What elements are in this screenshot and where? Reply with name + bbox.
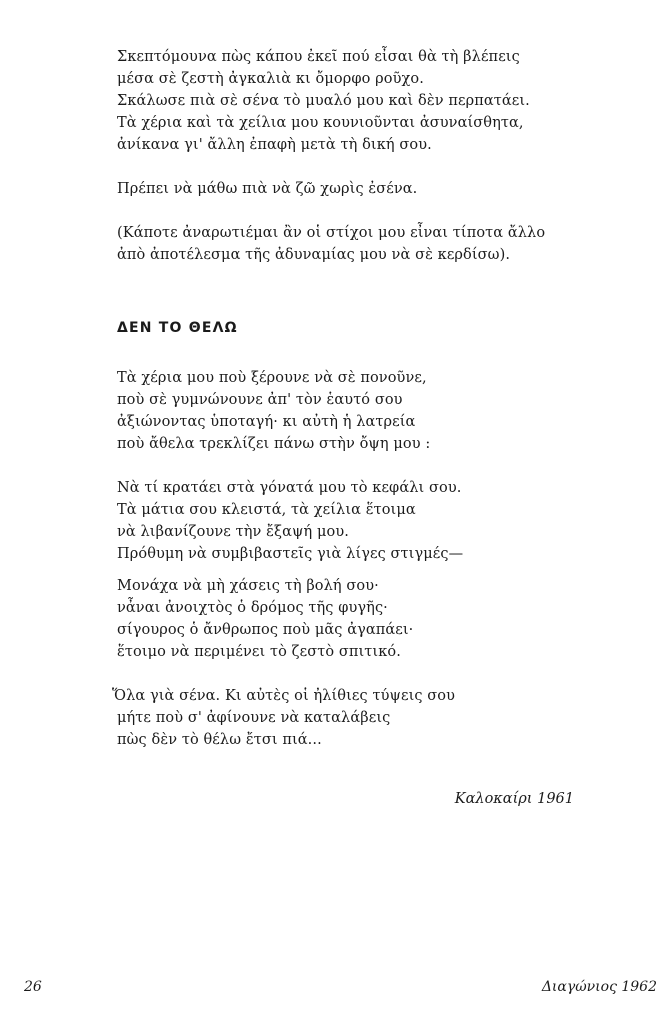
poem-line: Πρόθυμη νὰ συμβιβαστεῖς γιὰ λίγες στιγμές— [117,546,464,562]
poem-line: (Κάποτε ἀναρωτιέμαι ἂν οἱ στίχοι μου εἶναι τίποτα ἄλλο [117,225,546,241]
stanza [117,367,617,455]
poem-line: νὰ λιβανίζουνε τὴν ἔξαψή μου. [117,524,349,540]
poem-line: Πρέπει νὰ μάθω πιὰ νὰ ζῶ χωρὶς ἐσένα. [117,181,418,197]
poem-title: ΔΕΝ ΤΟ ΘΕΛΩ [117,320,238,336]
poem-line: μέσα σὲ ζεστὴ ἀγκαλιὰ κι ὄμορφο ροῦχο. [117,71,424,87]
poem-line: Σκάλωσε πιὰ σὲ σένα τὸ μυαλό μου καὶ δὲν περπατάει. [117,93,530,109]
poem-line: Τὰ χέρια μου ποὺ ξέρουνε νὰ σὲ πονοῦνε, [117,370,427,386]
stanza [117,575,617,663]
poem-line: ἀπὸ ἀποτέλεσμα τῆς ἀδυναμίας μου νὰ σὲ κερδίσω). [117,247,511,263]
poem-date-signature: Καλοκαίρι 1961 [454,791,574,807]
poem-line: νἆναι ἀνοιχτὸς ὁ δρόμος τῆς φυγῆς· [117,600,388,616]
stanza [112,685,612,751]
page-number: 26 [24,979,42,995]
stanza [117,222,617,266]
stanza [117,477,617,565]
poem-line: πὼς δὲν τὸ θέλω ἔτσι πιά... [117,732,322,748]
poem-line: Σκεπτόμουνα πὼς κάπου ἐκεῖ πού εἶσαι θὰ τὴ βλέπεις [117,49,520,65]
poem-line: Ὅλα γιὰ σένα. Κι αὐτὲς οἱ ἠλίθιες τύψεις σου [112,688,456,704]
poem-line: Τὰ χέρια καὶ τὰ χείλια μου κουνιοῦνται ἀσυναίσθητα, [117,115,524,131]
poem-line: ποὺ ἄθελα τρεκλίζει πάνω στὴν ὄψη μου : [117,436,431,452]
poem-line: Τὰ μάτια σου κλειστά, τὰ χείλια ἕτοιμα [117,502,416,518]
poem-line: ἀνίκανα γι' ἄλλη ἐπαφὴ μετὰ τὴ δική σου. [117,137,432,153]
poem-line: ἀξιώνοντας ὑποταγή· κι αὐτὴ ἡ λατρεία [117,414,416,430]
running-footer-issue: Διαγώνιος 1962 [541,979,657,995]
poem-line: ἕτοιμο νὰ περιμένει τὸ ζεστὸ σπιτικό. [117,644,401,660]
poem-line: μήτε ποὺ σ' ἀφίνουνε νὰ καταλάβεις [117,710,391,726]
poem-line: Νὰ τί κρατάει στὰ γόνατά μου τὸ κεφάλι σου. [117,480,462,496]
poem-line: ποὺ σὲ γυμνώνουνε ἀπ' τὸν ἑαυτό σου [117,392,403,408]
stanza [117,46,617,156]
poem-line: σίγουρος ὁ ἄνθρωπος ποὺ μᾶς ἀγαπάει· [117,622,414,638]
poem-line: Μονάχα νὰ μὴ χάσεις τὴ βολή σου· [117,578,379,594]
stanza [117,178,617,200]
